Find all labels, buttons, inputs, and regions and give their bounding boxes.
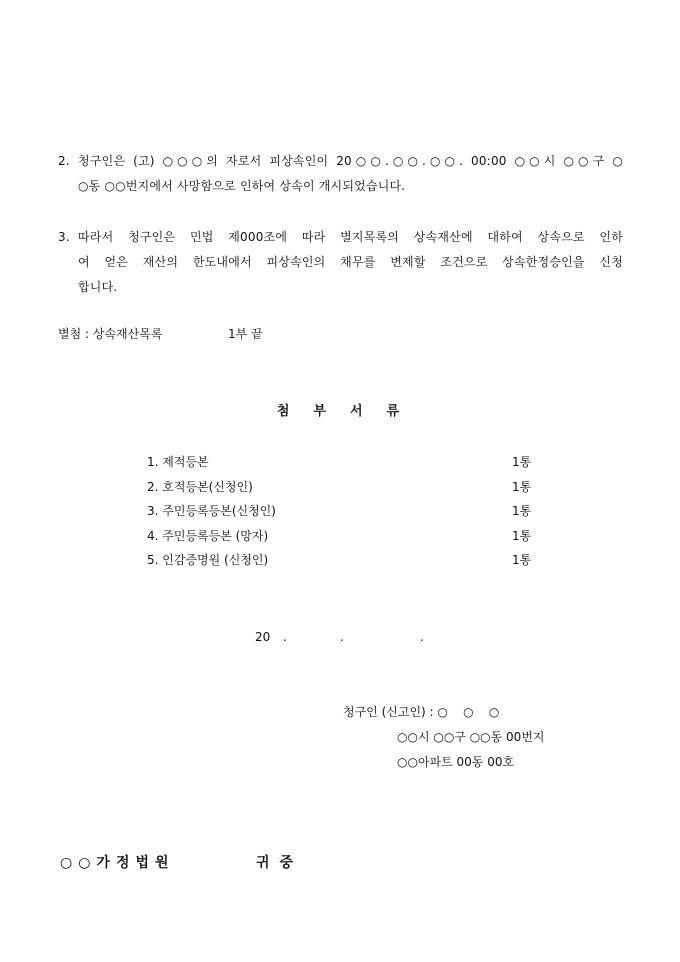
list-item (147, 548, 537, 573)
paragraph-text: 청구인은 (고) ○○○의 자로서 피상속인이 20○○.○○.○○. 00:00 ○○시 ○○구 ○ (78, 154, 623, 168)
document-count: 1통 (512, 479, 532, 494)
attached-documents-list (147, 450, 537, 573)
paragraph-line: 합니다. (78, 280, 118, 294)
court-addressee (60, 852, 304, 872)
document-name: 4. 주민등록등본 (망자) (147, 528, 269, 543)
court-name: ○○가정법원 (60, 855, 175, 871)
paragraph-number: 3. (58, 230, 70, 244)
claimant-block (343, 700, 545, 775)
date-year: 20 (255, 630, 271, 644)
date-separator: . (340, 630, 344, 644)
list-item (147, 450, 537, 475)
list-item (147, 499, 537, 524)
document-name: 2. 호적등본(신청인) (147, 479, 253, 494)
attachment-quantity: 1부 끝 (228, 327, 263, 341)
document-name: 3. 주민등록등본(신청인) (147, 504, 276, 518)
paragraph-line: ○동 ○○번지에서 사망함으로 인하여 상속이 개시되었습니다. (78, 179, 406, 193)
date-separator: . (420, 630, 424, 644)
document-count: 1통 (512, 528, 532, 543)
document-name: 5. 인감증명원 (신청인) (147, 553, 269, 567)
claimant-address-line: ○○아파트 00동 00호 (397, 755, 515, 769)
claimant-label: 청구인 (신고인) : ○ ○ ○ (343, 705, 500, 719)
paragraph-number: 2. (58, 154, 70, 168)
document-count: 1통 (512, 504, 532, 518)
paragraph-3 (58, 225, 623, 300)
date-separator: . (283, 630, 287, 644)
paragraph-text: 따라서 청구인은 민법 제000조에 따라 별지목록의 상속재산에 대하여 상속으로 인하 (78, 230, 623, 244)
document-count: 1통 (512, 455, 532, 469)
document-name: 1. 제적등본 (147, 455, 209, 469)
claimant-address-line: ○○시 ○○구 ○○동 00번지 (397, 730, 545, 744)
list-item (147, 475, 537, 500)
document-count: 1통 (512, 553, 532, 567)
paragraph-line (58, 225, 623, 250)
attachment-note (58, 325, 263, 342)
paragraph-line (58, 149, 623, 174)
court-suffix: 귀중 (256, 855, 304, 871)
list-item (147, 524, 537, 549)
attachment-label: 별첨 : 상속재산목록 (58, 327, 163, 341)
paragraph-2 (58, 149, 623, 199)
attached-documents-heading: 첨부서류 (276, 404, 424, 419)
paragraph-line: 여 얻은 재산의 한도내에서 피상속인의 채무를 변제할 조건으로 상속한정승인을 신청 (78, 255, 623, 269)
